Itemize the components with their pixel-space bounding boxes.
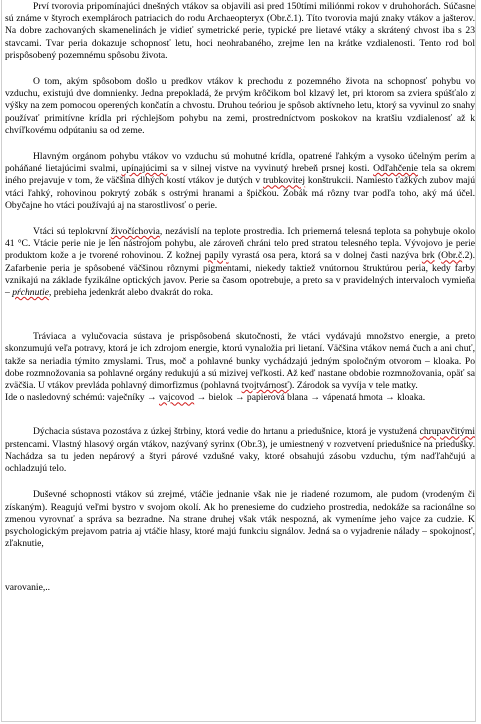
text-run: → bielok → papierová blana → vápenatá hmota → kloaka. — [194, 392, 426, 404]
paragraph-gap — [5, 137, 475, 151]
text-run: Ide o nasledovný schémú: vaječníky → — [5, 392, 159, 404]
document-page — [1, 0, 476, 722]
paragraph-gap — [5, 550, 475, 582]
misspelled-word: pŕchnutie — [12, 287, 49, 299]
paragraph-digestion — [5, 331, 475, 392]
text-run: .2). Zafarbenie peria je spôsobené väčšinou rôznymi pigmentami, niekedy taktiež vnútornou štruktúrou peria, kedy farby vznikajú na základe fyzikálne optických javov. Perie sa časom opotrebuje, a preto sa v pravidelných intervaloch vymieňa – — [5, 250, 475, 299]
text-run: Prví tvorovia pripomínajúci dnešných vtákov sa objavili asi pred 150tími miliónmi rokov v druhohorách. Súčasne sú známe v štyroch exemplároch patriacich do rodu Archaeopteryx (Obr.č.1). Títo tvorovia majú znaky vtákov a jašterov. Na dobre zachovaných skamenelinách je vidieť symetrické perie, typické pre lietavé vtáky a skrátený chvost iba s 23 stavcami. Tvar peria dokazuje schopnosť letu, hoci neohrabaného, zrejme len na krátke vzdialenosti. Tento rod bol prispôsobený pozemnému spôsobu života. — [5, 1, 475, 61]
paragraph-feathers — [5, 226, 475, 299]
document-body — [5, 1, 475, 595]
text-run: Hlavným orgánom pohybu vtákov vo vzduchu sú mohutné krídla, opatrené ľahkým a vysoko účelným perím a poháňané lietajúcimi svalmi, — [5, 151, 475, 175]
misspelled-word: tvojtvárnosť — [241, 380, 289, 392]
paragraph-ending — [5, 582, 475, 594]
paragraph-gap — [5, 475, 475, 489]
paragraph-flight-origin — [5, 76, 475, 137]
text-run: sa v silnej vistve na vyvinutý hrebeň prsnej kosti. — [167, 163, 374, 175]
text-run: O tom, akým spôsobom došlo u predkov vtákov k prechodu z pozemného života na schopnosť pohybu vo vzduchu, existujú dve domnienky. Jedna prepokladá, že prvým krôčikom bol klzavý let, pri ktorom sa zviera spúšťalo z výšky na zem pomocou operených končatín a chvostu. Druhou teóriou je spôsob aktívneho letu, ktorý sa vyvinul zo snahy používať primitívne krídla pri rýchlejšom pohybu na zemi, prostredníctvom poskokov na kratšiu vzdialenosť až k chvíľkovému odpútaniu sa od zeme. — [5, 76, 475, 136]
text-run: Dýchacia sústava pozostáva z úzkej štrbiny, ktorá vedie do hrtanu a priedušnice, ktorá je vystužená — [33, 426, 420, 438]
paragraph-respiration — [5, 426, 475, 475]
misspelled-word: chrupavčitými — [419, 426, 475, 438]
text-run: varovanie,.. — [5, 582, 51, 594]
text-run: Vtáci sú teplokrvní — [33, 226, 111, 238]
text-run: ( — [434, 250, 442, 262]
paragraph-origin — [5, 1, 475, 62]
text-run: tela sa okrem iného prejavuje v tom, že väčšina dlhých kostí vtákov je dutých v — [5, 163, 476, 187]
misspelled-word: brk — [421, 250, 435, 262]
misspelled-word: upínajúcimi — [121, 163, 168, 175]
misspelled-word: trubkovitej — [262, 175, 306, 187]
text-run: ). Zárodok sa vyvíja v tele matky. — [288, 380, 418, 392]
paragraph-scheme — [5, 392, 475, 404]
text-run: , prebieha jedenkrát alebo dvakrát do roka. — [48, 287, 214, 299]
text-run: Tráviaca a vylučovacia sústava je prispôsobená skutočnosti, že vtáci vydávajú množstvo energie, a preto skonzumujú veľa potravy, ktorá je ich zdrojom energie, ktorú vynaložia pri lietaní. Väčšina vtákov nemá čuch a ani chuť, takže sa neriadia týmito zmyslami. Trus, moč a pohlavné bunky vychádzajú jedným spoločným otvorom – kloaka. Po dobe rozmnožovania sa pohlavné orgány redukujú a sú mizivej veľkosti. Až keď nastane obdobie rozmnožovania, opäť sa zväčšia. U vtákov prevláda pohlavný dimorfizmus (pohlavná — [5, 331, 475, 392]
text-run: konštrukcii. Namiesto ťažkých zubov majú vtáci ľahký, rohovinou pokrytý zobák s ostrými hranami a špičkou. Zobák má rôzny tvar podľa toho, aký má účel. Obyčajne ho vtáci používajú aj na starostlivosť o perie. — [5, 175, 476, 211]
text-run: vyrastá osa pera, ktorá sa v dolnej časti nazýva — [228, 250, 422, 262]
paragraph-mental — [5, 489, 475, 550]
paragraph-gap — [5, 299, 475, 331]
misspelled-word: živočíchovia — [110, 226, 160, 238]
misspelled-word: papily — [204, 250, 229, 262]
misspelled-word: Odľahčenie — [373, 163, 418, 175]
paragraph-gap — [5, 212, 475, 226]
text-run: , nezávislí na teplote prostredia. Ich priemerná telesná teplota sa pohybuje okolo 41 °C. Vtácie perie nie je len nástrojom pohybu, ale zároveň chráni telo pred stratou telesného tepla. Vývojovo je perie produktom kože a je tvorené rohovinou. Z kožnej — [5, 226, 475, 262]
paragraph-wings — [5, 151, 475, 212]
paragraph-gap — [5, 404, 475, 426]
misspelled-word: vajcovod — [159, 392, 195, 404]
text-run: Duševné schopnosti vtákov sú zrejmé, vtáčie jednanie však nie je riadené rozumom, ale pudom (vrodeným či získaným). Reagujú veľmi bystro v svojom okolí. Ak ho prenesieme do cudzieho prostredia, nedokáže sa racionálne so zmenou vyrovnať a správa sa bezradne. Na strane druhej však vták nespozná, ak vymeníme jeho vajce za cudzie. K psychologickým prejavom patria aj vtáčie hlasy, ktoré majú funkciu signálov. Jedná sa o vyjadrenie nálady – spokojnosť, zľaknutie, — [5, 489, 475, 550]
misspelled-word: Obr.č — [441, 250, 463, 262]
text-run: prstencami. Vlastný hlasový orgán vtákov, nazývaný syrinx (Obr.3), je umiestnený v rozvetvení priedušnice na priedušky. Nachádza sa tu jeden nepárový a štyri párové vzdušné vaky, ktoré obsahujú zásobu vzduchu, tým naďľahčujú a ochladzujú telo. — [5, 438, 475, 475]
paragraph-gap — [5, 62, 475, 76]
